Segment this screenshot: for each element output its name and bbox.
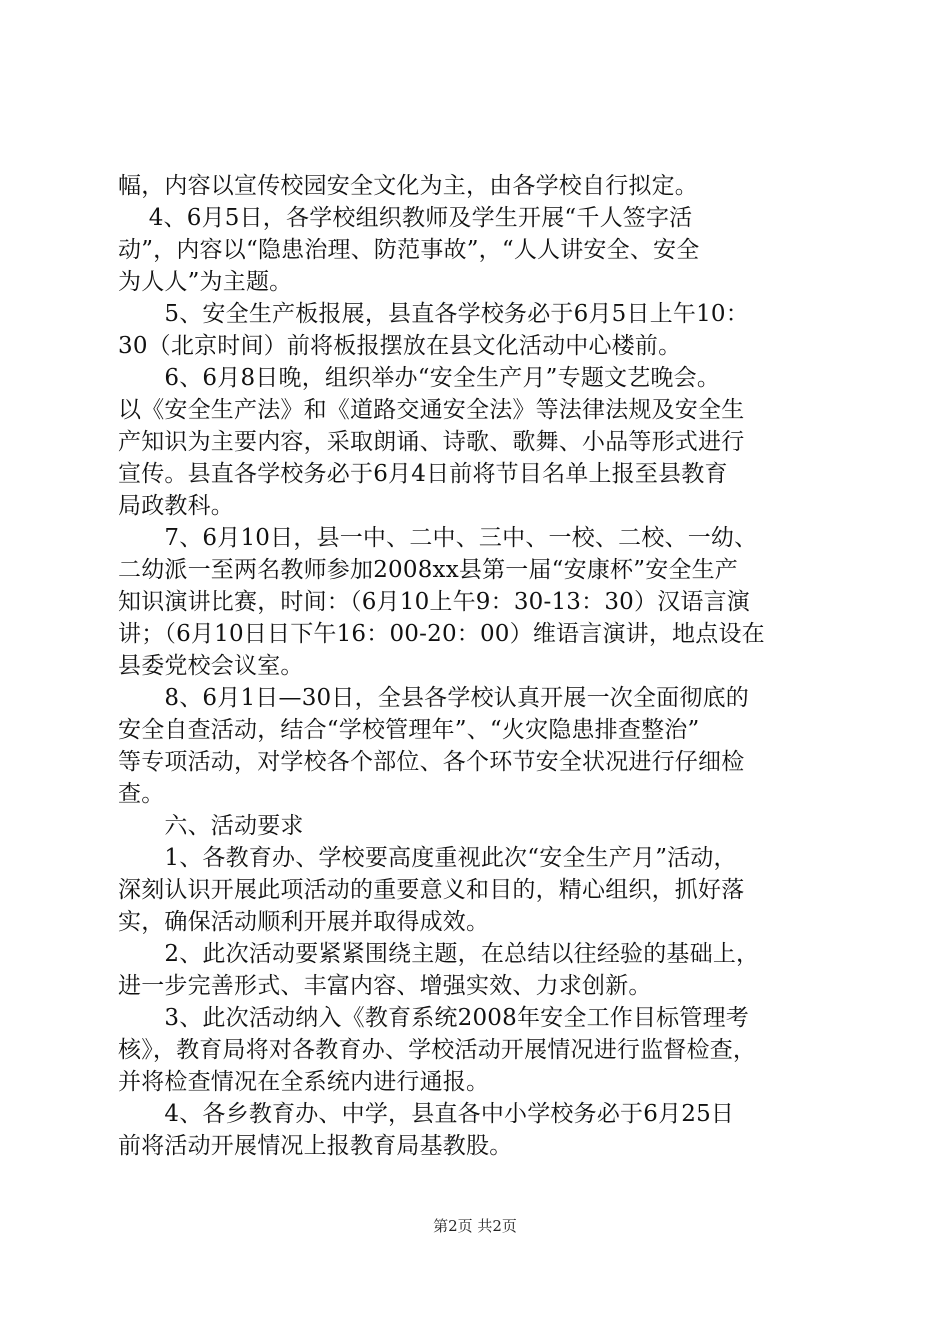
text-line: 为人人”为主题。 — [118, 269, 293, 295]
text-line: 并将检查情况在全系统内进行通报。 — [118, 1069, 490, 1095]
document-body — [118, 170, 832, 1162]
text-line: 5、安全生产板报展，县直各学校务必于6月5日上午10： — [118, 301, 749, 327]
text-line: 实，确保活动顺利开展并取得成效。 — [118, 909, 490, 935]
text-line: 动”，内容以“隐患治理、防范事故”，“人人讲安全、安全 — [118, 237, 700, 263]
text-line: 6、6月8日晚，组织举办“安全生产月”专题文艺晚会。 — [118, 365, 721, 391]
text-line: 4、各乡教育办、中学，县直各中小学校务必于6月25日 — [118, 1101, 735, 1127]
text-line: 县委党校会议室。 — [118, 653, 304, 679]
text-line: 进一步完善形式、丰富内容、增强实效、力求创新。 — [118, 973, 652, 999]
text-line: 二幼派一至两名教师参加2008xx县第一届“安康杯”安全生产 — [118, 557, 738, 583]
text-line: 前将活动开展情况上报教育局基教股。 — [118, 1133, 513, 1159]
text-line: 30（北京时间）前将板报摆放在县文化活动中心楼前。 — [118, 333, 682, 359]
text-line: 以《安全生产法》和《道路交通安全法》等法律法规及安全生 — [118, 397, 745, 423]
section-heading: 六、活动要求 — [118, 813, 304, 839]
text-line: 7、6月10日，县一中、二中、三中、一校、二校、一幼、 — [118, 525, 758, 551]
text-line: 宣传。县直各学校务必于6月4日前将节目名单上报至县教育 — [118, 461, 728, 487]
text-line: 8、6月1日—30日，全县各学校认真开展一次全面彻底的 — [118, 685, 749, 711]
text-line: 1、各教育办、学校要高度重视此次“安全生产月”活动， — [118, 845, 737, 871]
text-line: 安全自查活动，结合“学校管理年”、“火灾隐患排查整治” — [118, 717, 700, 743]
text-line: 讲；（6月10日日下午16：00-20：00）维语言演讲，地点设在 — [118, 621, 765, 647]
text-line: 核》，教育局将对各教育办、学校活动开展情况进行监督检查， — [118, 1037, 757, 1063]
text-line: 深刻认识开展此项活动的重要意义和目的，精心组织，抓好落 — [118, 877, 745, 903]
text-line: 3、此次活动纳入《教育系统2008年安全工作目标管理考 — [118, 1005, 749, 1031]
text-line: 知识演讲比赛，时间：（6月10上午9：30-13：30）汉语言演 — [118, 589, 751, 615]
text-line: 查。 — [118, 781, 165, 807]
text-line: 局政教科。 — [118, 493, 234, 519]
text-line: 产知识为主要内容，采取朗诵、诗歌、歌舞、小品等形式进行 — [118, 429, 745, 455]
text-line: 等专项活动，对学校各个部位、各个环节安全状况进行仔细检 — [118, 749, 745, 775]
text-line: 2、此次活动要紧紧围绕主题，在总结以往经验的基础上， — [118, 941, 760, 967]
page-number-footer: 第2页 共2页 — [433, 1217, 517, 1235]
text-line: 幅，内容以宣传校园安全文化为主，由各学校自行拟定。 — [118, 173, 698, 199]
text-line: 4、6月5日，各学校组织教师及学生开展“千人签字活 — [118, 205, 693, 231]
